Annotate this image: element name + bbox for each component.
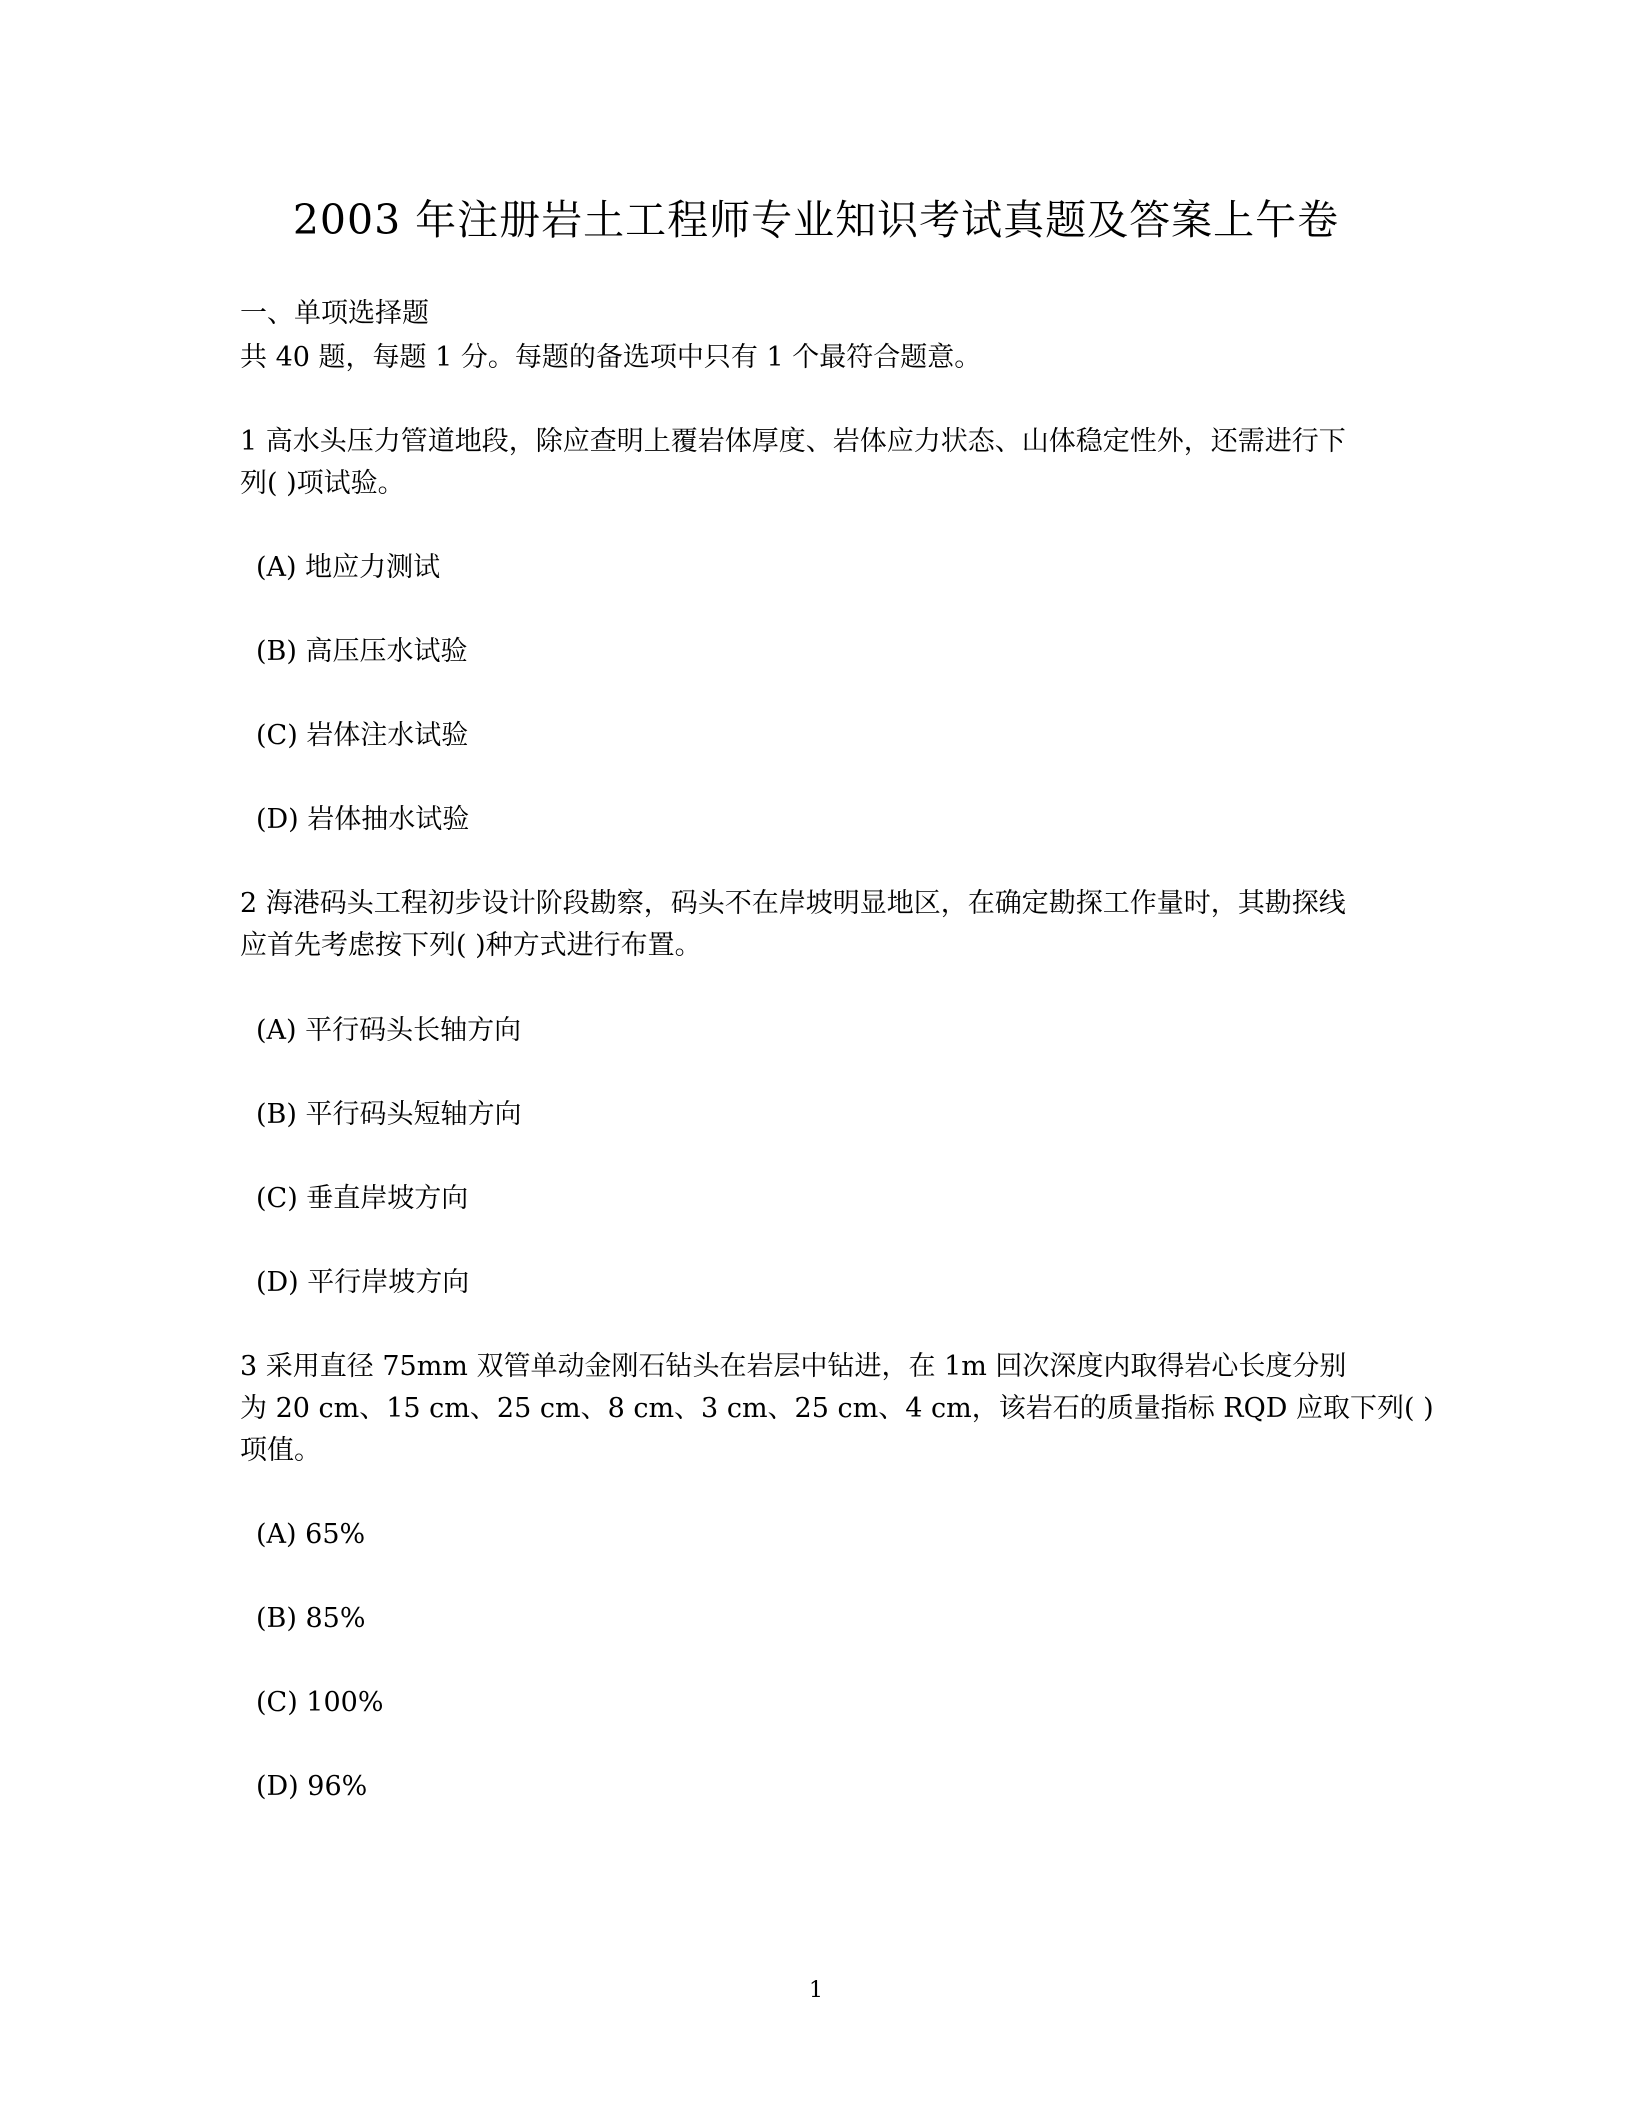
question-3-option-a: (A) 65%	[256, 1519, 366, 1550]
question-3-option-c: (C) 100%	[256, 1687, 384, 1718]
question-2-option-b: (B) 平行码头短轴方向	[256, 1099, 522, 1130]
question-3-option-d: (D) 96%	[256, 1771, 368, 1802]
question-3-option-b: (B) 85%	[256, 1603, 366, 1634]
question-2-text-line-2: 应首先考虑按下列( )种方式进行布置。	[240, 930, 702, 961]
question-1-text-line-1: 1 高水头压力管道地段，除应查明上覆岩体厚度、岩体应力状态、山体稳定性外，还需进行下	[240, 426, 1346, 457]
question-2-option-a: (A) 平行码头长轴方向	[256, 1015, 522, 1046]
question-1-option-b: (B) 高压压水试验	[256, 636, 468, 667]
question-1-option-c: (C) 岩体注水试验	[256, 720, 469, 751]
question-3-text-line-2: 为 20 cm、15 cm、25 cm、8 cm、3 cm、25 cm、4 cm，该岩石的质量指标 RQD 应取下列( )	[240, 1393, 1434, 1424]
page-number: 1	[809, 1978, 823, 2003]
question-1-option-d: (D) 岩体抽水试验	[256, 804, 470, 835]
section-heading: 一、单项选择题	[240, 298, 429, 329]
section-note: 共 40 题，每题 1 分。每题的备选项中只有 1 个最符合题意。	[240, 342, 982, 373]
question-1-text-line-2: 列( )项试验。	[240, 468, 405, 499]
question-2-text-line-1: 2 海港码头工程初步设计阶段勘察，码头不在岸坡明显地区，在确定勘探工作量时，其勘探线	[240, 888, 1346, 919]
question-1-option-a: (A) 地应力测试	[256, 552, 441, 583]
question-2-option-d: (D) 平行岸坡方向	[256, 1267, 470, 1298]
question-3-text-line-3: 项值。	[240, 1435, 321, 1466]
question-2-option-c: (C) 垂直岸坡方向	[256, 1183, 469, 1214]
question-3-text-line-1: 3 采用直径 75mm 双管单动金刚石钻头在岩层中钻进，在 1m 回次深度内取得岩心长度分别	[240, 1351, 1347, 1382]
page-title: 2003 年注册岩土工程师专业知识考试真题及答案上午卷	[292, 196, 1340, 244]
